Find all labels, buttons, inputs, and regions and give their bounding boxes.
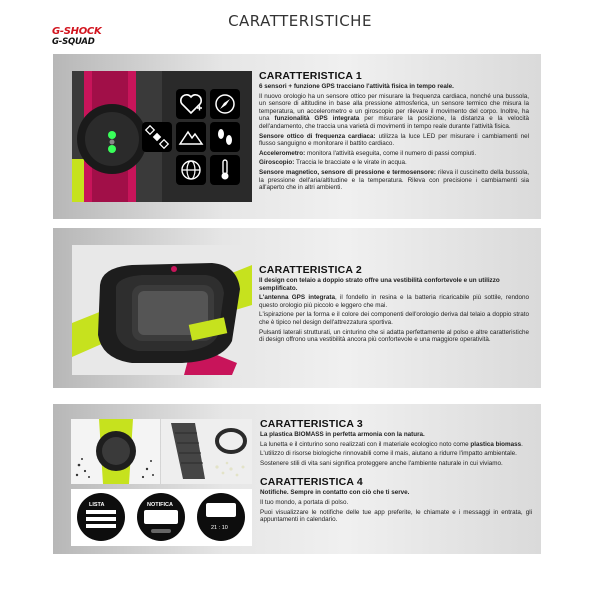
feature-3-image-materials [161, 419, 252, 484]
feature-4-lead: Notifiche. Sempre in contatto con ciò che ti serve. [260, 489, 410, 497]
thermometer-icon [210, 155, 240, 185]
footprints-icon [210, 122, 240, 152]
feature-1-accelerometer: Accelerometro: monitora l'attività eseguita, come il numero di passi compiuti. [259, 149, 477, 157]
feature-2-inspiration: L'ispirazione per la forma e il colore dei componenti dell'orologio deriva dal telaio a doppio strato che è tipico nel design dell'attrezzatura sportiva. [259, 311, 529, 326]
feature-2-buttons: Pulsanti laterali strutturati, un cinturino che si adatta perfettamente al polso e altre caratteristiche di design offrono una vestibilità ancora più confortevole e una maggiore operatività. [259, 328, 529, 344]
feature-2-title: CARATTERISTICA 2 [259, 264, 362, 276]
globe-icon [176, 155, 206, 185]
feature-3-title: CARATTERISTICA 3 [260, 418, 363, 430]
feature-4-description: Puoi visualizzare le notifiche delle tue app preferite, le chiamate e i messaggi in entrata, gli appuntamenti in calendario. [260, 508, 532, 524]
feature-3-resources: L'utilizzo di risorse biologiche rinnovabili come il mais, aiutano a ridurre l'impatto ambientale. [260, 450, 517, 458]
feature-1-magnetic-sensor: Sensore magnetico, sensore di pressione e termosensore: rileva il cuscinetto della bussola, la pressione dell'aria/altitudine e la temperatura. Rileva con precisione i cambiamenti sia all'aperto che in altri ambienti. [259, 168, 530, 192]
feature-1-panel [53, 54, 541, 219]
feature-1-paragraph: Il nuovo orologio ha un sensore ottico per misurare la frequenza cardiaca, nonché una bussola, un sensore di altitudine in base alla pressione atmosferica, un sensore termico che misura la temperatura, un accelerometro e un giroscopio per rilevare il movimento del corpo. Inoltre, ha una funzionalità GPS integrata per misurare la posizione, la distanza e la velocità dell'andamento, che traccia una varietà di movimenti in tempo reale durante l'attività fisica. [259, 92, 529, 130]
feature-1-gyroscope: Giroscopio: Traccia le bracciate e le virate in acqua. [259, 159, 407, 167]
feature-3-lead: La plastica BIOMASS in perfetta armonia con la natura. [260, 431, 425, 438]
logo-line-1: G-SHOCK [52, 26, 102, 37]
watch-screen-list [77, 493, 125, 541]
feature-3-4-text [260, 418, 532, 526]
feature-2-panel [53, 228, 541, 388]
feature-4-tagline: Il tuo mondo, a portata di polso. [260, 498, 349, 506]
feature-3-sustain: Sostenere stili di vita sani significa proteggere anche l'ambiente naturale in cui viviamo. [260, 459, 503, 467]
feature-4-image-screens [71, 489, 252, 546]
compass-icon [210, 89, 240, 119]
feature-3-material: La lunetta e il cinturino sono realizzati con il materiale ecologico noto come plastica biomass. [260, 440, 523, 448]
feature-3-4-panel [53, 404, 541, 554]
feature-1-title: CARATTERISTICA 1 [259, 70, 362, 82]
logo-line-2: G-SQUAD [52, 37, 95, 47]
feature-2-antenna: L'antenna GPS integrata, il fondello in resina e la batteria ricaricabile più sottile, rendono questo orologio più piccolo e leggero che mai. [259, 294, 529, 309]
feature-1-image [72, 71, 252, 202]
feature-2-text [259, 264, 529, 346]
feature-1-lead: 6 sensori + funzione GPS tracciano l'attività fisica in tempo reale. [259, 83, 454, 90]
feature-4-title: CARATTERISTICA 4 [260, 476, 363, 489]
feature-1-heart-sensor: Sensore ottico di frequenza cardiaca: utilizza la luce LED per misurare i cambiamenti nel flusso sanguigno e monitorare il battito cardiaco. [259, 132, 529, 148]
watch-screen-time [197, 493, 245, 541]
feature-1-text [259, 70, 529, 194]
mountain-icon [176, 122, 206, 152]
page-title: CARATTERISTICHE [228, 12, 372, 30]
heart-plus-icon [176, 89, 206, 119]
feature-3-image-watch [71, 419, 160, 484]
feature-2-image [72, 245, 252, 375]
feature-2-lead: Il design con telaio a doppio strato offre una vestibilità confortevole e un utilizzo semplificato. [259, 277, 500, 292]
satellite-icon [142, 122, 172, 152]
screen-list-label: LISTA [89, 502, 105, 508]
screen-time-label: 21 : 10 [211, 525, 228, 531]
watch-screen-notify [137, 493, 185, 541]
screen-notify-label: NOTIFICA [147, 502, 173, 508]
